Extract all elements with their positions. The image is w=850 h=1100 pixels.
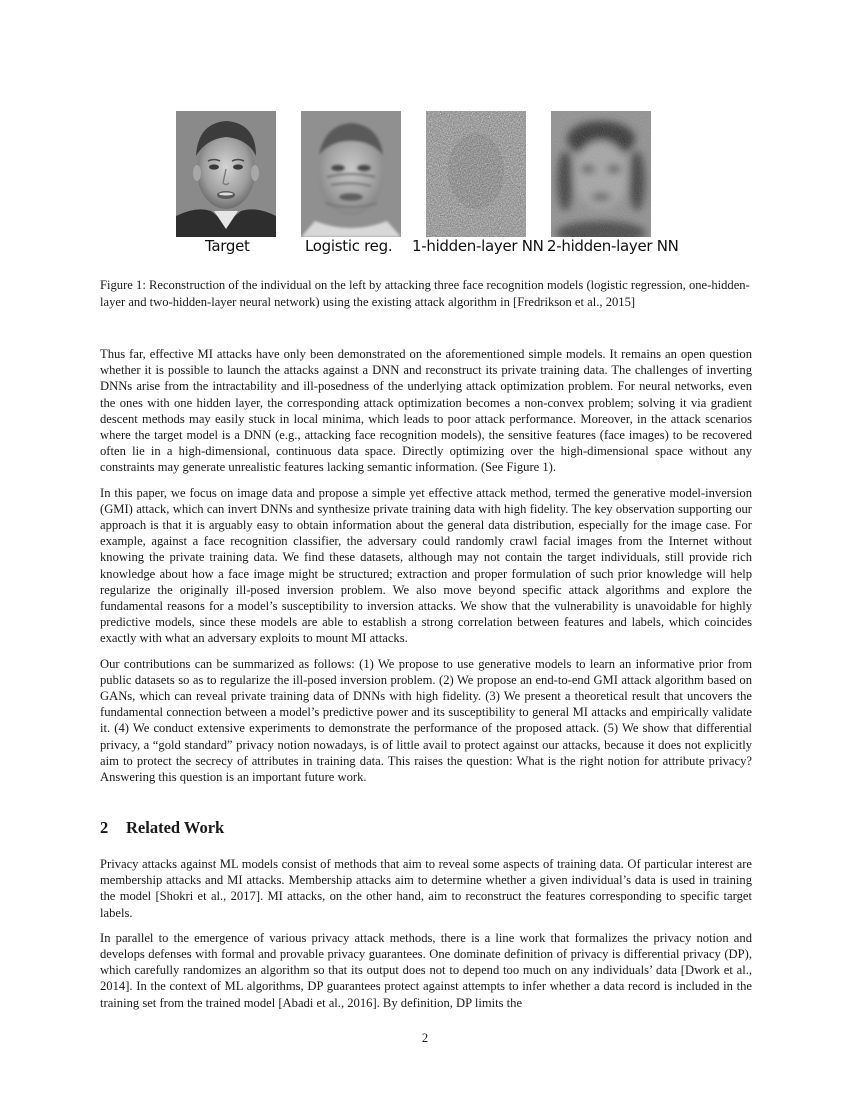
panel-label-two-hidden: 2-hidden-layer NN (547, 237, 679, 255)
paragraph: Our contributions can be summarized as follows: (1) We propose to use generative models to learn an informative prior from public datasets so as to regularize the ill-posed inversion problem. (2) We propose an end-to-end GMI attack algorithm based on GANs, which can reveal private training data of DNNs with high fidelity. (3) We present a theoretical result that uncovers the fundamental connection between a model’s predictive power and its susceptibility to general MI attacks and empirically validate it. (4) We conduct extensive experiments to demonstrate the performance of the proposed attack. (5) We show that differential privacy, a “gold standard” privacy notion nowadays, is of little avail to protect against our attacks, because it does not explicitly aim to protect the secrecy of attributes in training data. This raises the question: What is the right notion for attribute privacy? Answering this question is an important future work. (100, 656, 752, 785)
noise-reconstruction-face-icon (426, 111, 526, 237)
panel-label-logistic: Logistic reg. (305, 237, 393, 255)
figure-caption: Figure 1: Reconstruction of the individual on the left by attacking three face recognition models (logistic regression, one-hidden-layer and two-hidden-layer neural network) using the existing attack algorithm in [Fredrikson et al., 2015] (100, 278, 750, 309)
section-title: Related Work (126, 818, 225, 837)
paragraph: In parallel to the emergence of various privacy attack methods, there is a line work that formalizes the privacy notion and develops defenses with formal and provable privacy guarantees. One dominate definition of privacy is differential privacy (DP), which carefully randomizes an algorithm so that its output does not to depend too much on any individuals’ data [Dwork et al., 2014]. In the context of ML algorithms, DP guarantees protect against attempts to infer whether a data record is included in the training set from the trained model [Abadi et al., 2016]. By definition, DP limits the (100, 930, 752, 1010)
blurry-reconstruction-image (551, 111, 651, 237)
intro-text (100, 346, 752, 794)
page-number: 2 (421, 1031, 429, 1045)
target-face-image (176, 111, 276, 237)
section-heading (100, 818, 224, 838)
blurry-reconstruction-face-icon (551, 111, 651, 237)
figure-1 (0, 111, 850, 261)
paragraph: In this paper, we focus on image data and propose a simple yet effective attack method, termed the generative model-inversion (GMI) attack, which can invert DNNs and synthesize private training data with high fidelity. The key observation supporting our approach is that it is arguably easy to obtain information about the general data distribution, especially for the image case. For example, against a face recognition classifier, the adversary could randomly crawl facial images from the Internet without knowing the private training data. We find these datasets, although may not contain the target individuals, still provide rich knowledge about how a face image might be structured; extraction and proper formulation of such prior knowledge will help regularize the originally ill-posed inversion problem. We also move beyond specific attack algorithms and explore the fundamental reasons for a model’s susceptibility to inversion attacks. We show that the vulnerability is unavoidable for highly predictive models, since these models are able to establish a strong correlation between features and labels, which coincides exactly with what an adversary exploits to mount MI attacks. (100, 485, 752, 646)
panel-label-target: Target (205, 237, 250, 255)
paragraph: Thus far, effective MI attacks have only been demonstrated on the aforementioned simple models. It remains an open question whether it is possible to launch the attacks against a DNN and reconstruct its private training data. The challenges of inverting DNNs arise from the intractability and ill-posedness of the underlying attack optimization problem. For neural networks, even the ones with one hidden layer, the corresponding attack optimization becomes a non-convex problem; solving it via gradient descent methods may easily stuck in local minima, which leads to poor attack performance. Moreover, in the attack scenarios where the target model is a DNN (e.g., attacking face recognition models), the sensitive features (face images) to be recovered often lie in a high-dimensional, continuous data space. Directly optimizing over the high-dimensional space without any constraints may generate unrealistic features lacking semantic information. (See Figure 1). (100, 347, 752, 475)
logistic-reconstruction-image (301, 111, 401, 237)
section-number: 2 (100, 818, 109, 837)
related-work-text (100, 856, 752, 1020)
panel-label-one-hidden: 1-hidden-layer NN (412, 237, 544, 255)
paragraph: Privacy attacks against ML models consist of methods that aim to reveal some aspects of training data. Of particular interest are membership attacks and MI attacks. Membership attacks aim to determine whether a given individual’s data is used in training the model [Shokri et al., 2017]. MI attacks, on the other hand, aim to reconstruct the features corresponding to specific target labels. (100, 857, 752, 920)
noise-reconstruction-image (426, 111, 526, 237)
logistic-reconstruction-face-icon (301, 111, 401, 237)
target-face-photo-icon (176, 111, 276, 237)
